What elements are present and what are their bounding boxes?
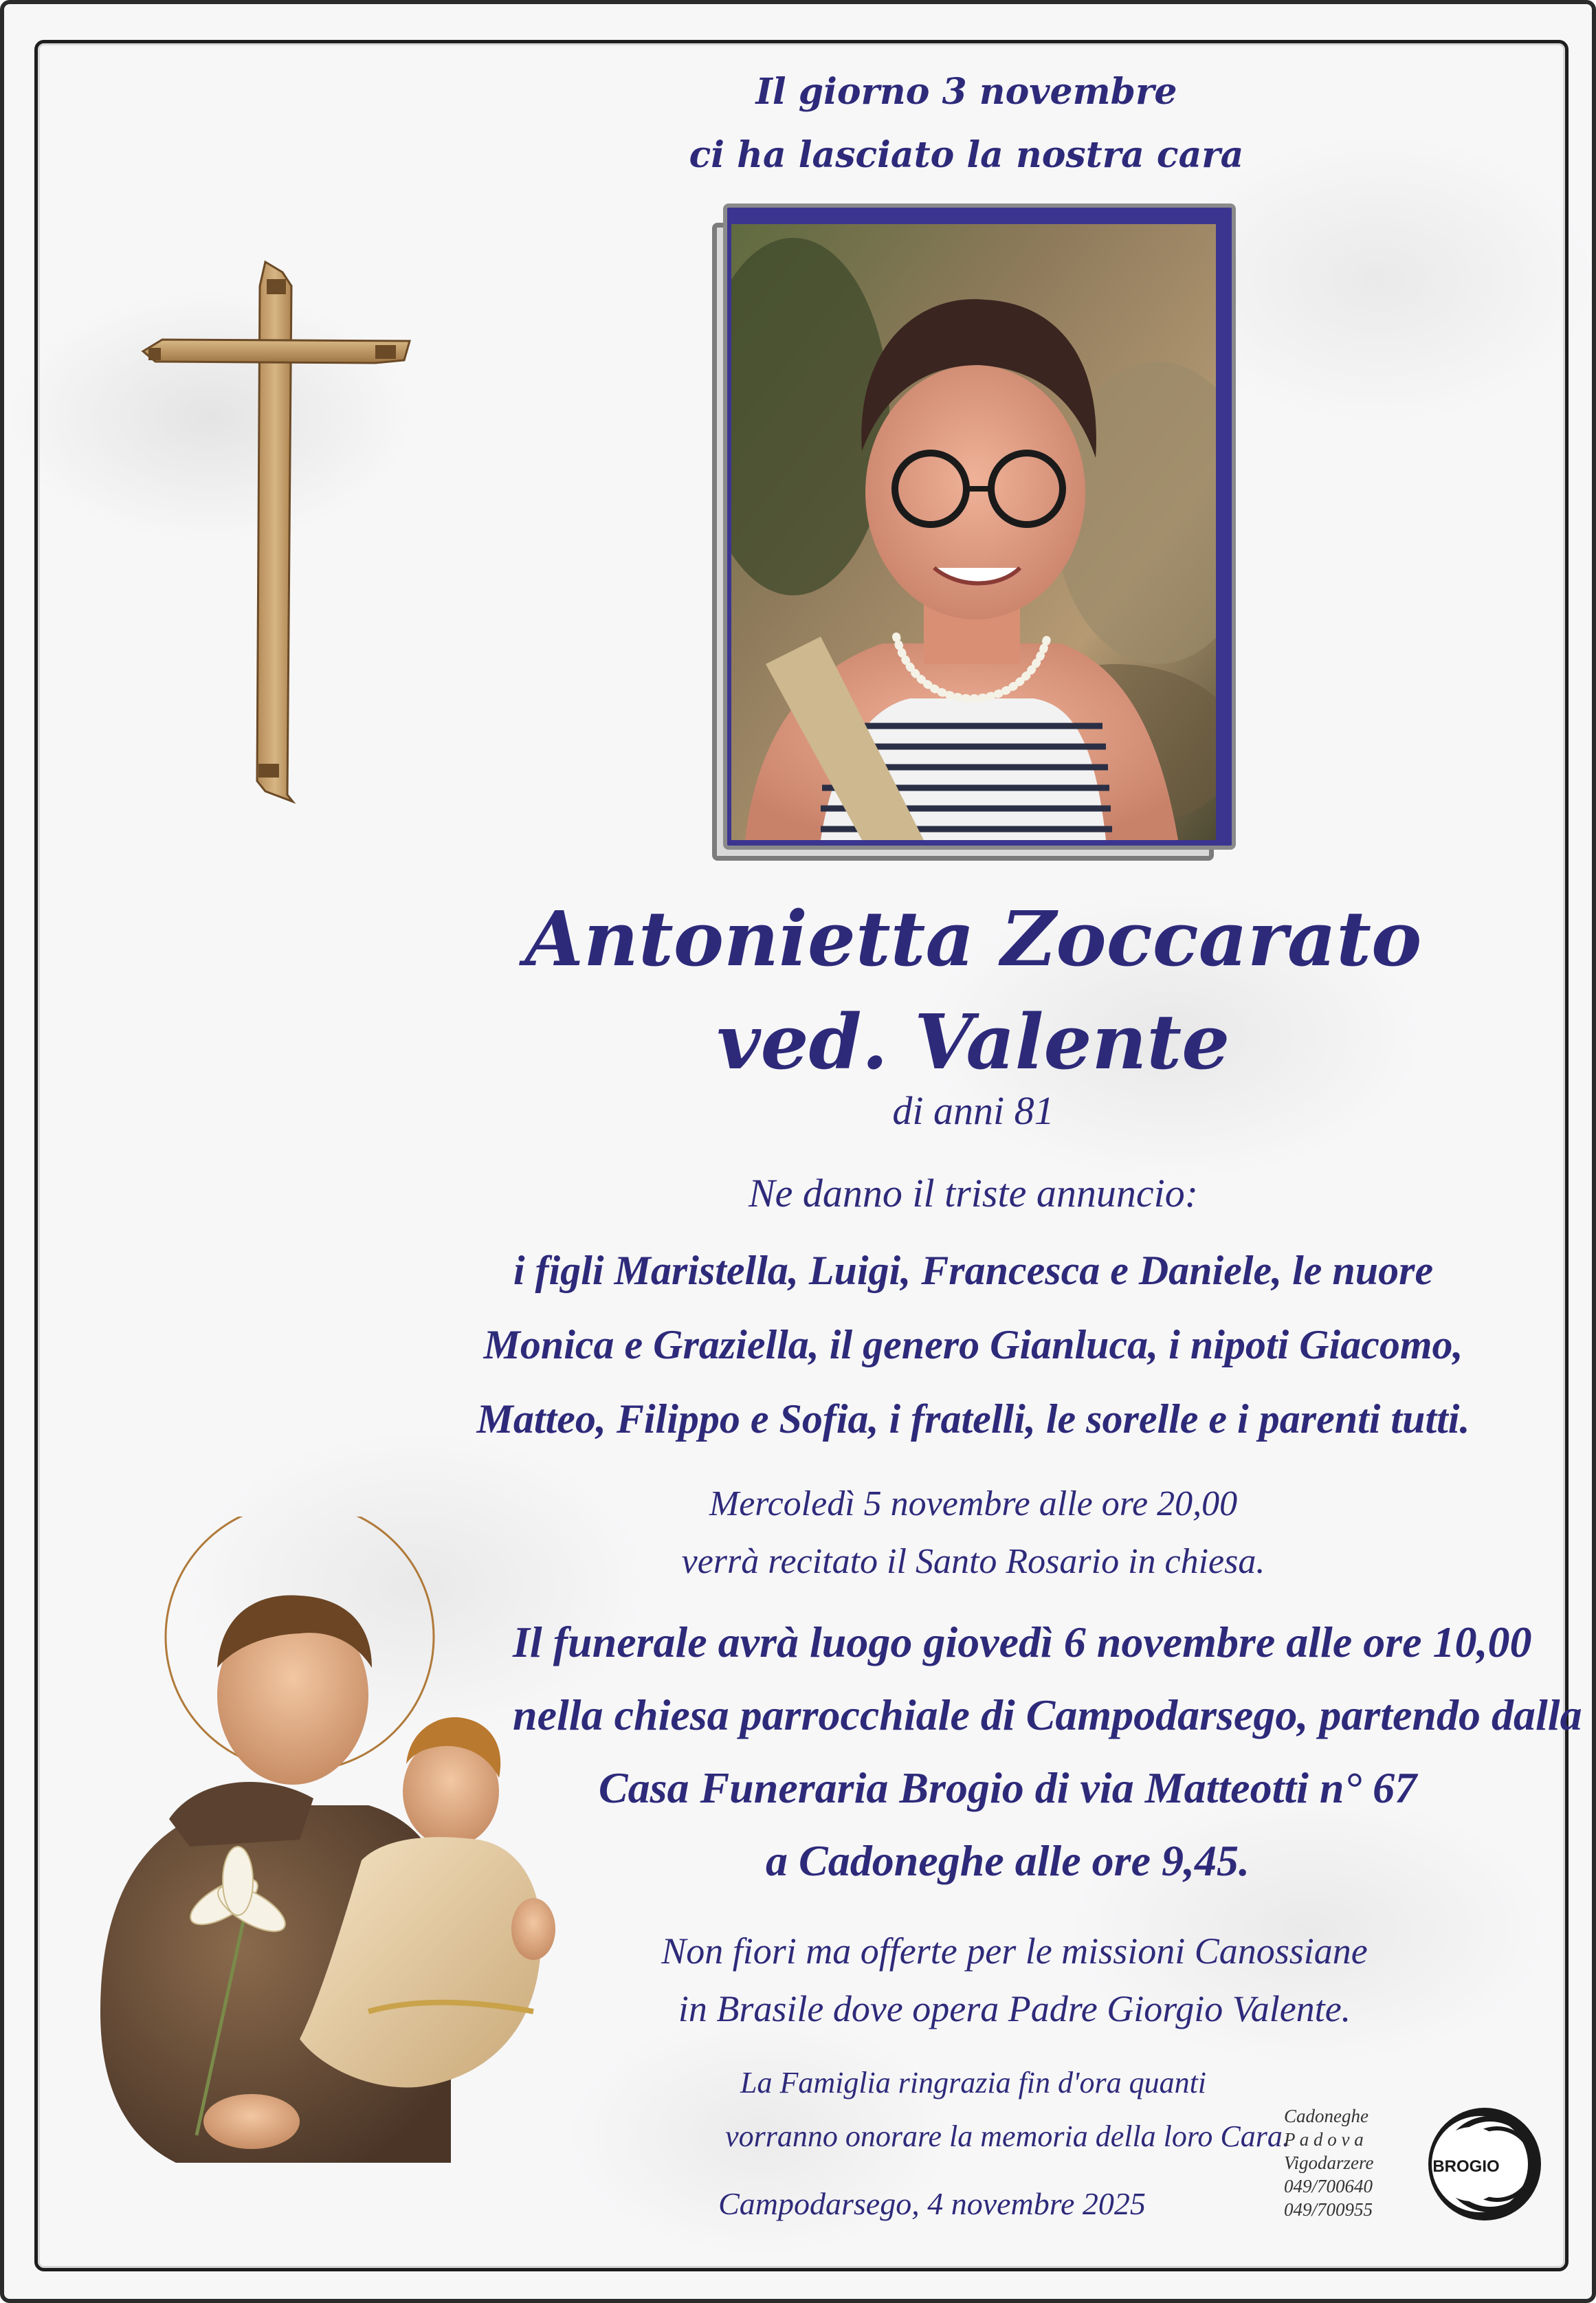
family-line-3: Matteo, Filippo e Sofia, i fratelli, le sorelle e i parenti tutti.: [476, 1396, 1470, 1442]
brogio-logo-text: BROGIO: [1432, 2157, 1500, 2176]
header-line-1: Il giorno 3 novembre: [755, 71, 1177, 113]
deceased-age: di anni 81: [892, 1088, 1054, 1133]
phone-1: 049/700640: [1284, 2176, 1373, 2196]
header-line-2: ci ha lasciato la nostra cara: [689, 134, 1244, 176]
phone-2: 049/700955: [1284, 2199, 1373, 2220]
rosary-notice: [561, 1475, 1386, 1591]
funeral-home-info: [1284, 2104, 1559, 2228]
rosary-line-1: Mercoledì 5 novembre alle ore 20,00: [709, 1484, 1238, 1523]
funeral-line-1: Il funerale avrà luogo giovedì 6 novembre alle ore 10,00: [513, 1618, 1532, 1666]
deceased-name-block: [458, 888, 1489, 1094]
place-date: Campodarsego, 4 novembre 2025: [718, 2186, 1146, 2221]
location-padova: P a d o v a: [1284, 2129, 1364, 2150]
funeral-notice: [513, 1606, 1582, 1897]
family-list: [444, 1233, 1503, 1456]
deceased-photo: [731, 224, 1216, 840]
location-cadoneghe: Cadoneghe: [1284, 2106, 1368, 2126]
family-line-2: Monica e Graziella, il genero Gianluca, i nipoti Giacomo,: [483, 1322, 1463, 1367]
funeral-line-4: a Cadoneghe alle ore 9,45.: [766, 1836, 1250, 1885]
location-vigodarzere: Vigodarzere: [1284, 2152, 1374, 2173]
thanks-line-1: La Famiglia ringrazia fin d'ora quanti: [740, 2066, 1207, 2100]
funeral-home-text: [1284, 2104, 1415, 2221]
wooden-cross-icon: [135, 258, 417, 808]
header-intro: [554, 60, 1379, 187]
family-line-1: i figli Maristella, Luigi, Francesca e Daniele, le nuore: [513, 1248, 1434, 1293]
saint-anthony-image: [93, 1517, 561, 2170]
brogio-logo: [1425, 2104, 1545, 2225]
funeral-line-2: nella chiesa parrocchiale di Campodarsego, partendo dalla: [513, 1690, 1582, 1739]
deceased-name: Antonietta Zoccarato: [524, 894, 1422, 983]
offerings-line-2: in Brasile dove opera Padre Giorgio Valente.: [678, 1988, 1351, 2029]
offerings-notice: [575, 1922, 1454, 2038]
announcement-intro: Ne danno il triste annuncio:: [748, 1171, 1199, 1215]
rosary-line-2: verrà recitato il Santo Rosario in chiesa.: [681, 1542, 1265, 1581]
offerings-line-1: Non fiori ma offerte per le missioni Canossiane: [661, 1930, 1368, 1972]
thanks-line-2: vorranno onorare la memoria della loro Cara.: [725, 2119, 1290, 2153]
funeral-line-3: Casa Funeraria Brogio di via Matteotti n° 67: [598, 1763, 1417, 1812]
deceased-married-name: ved. Valente: [716, 998, 1230, 1086]
